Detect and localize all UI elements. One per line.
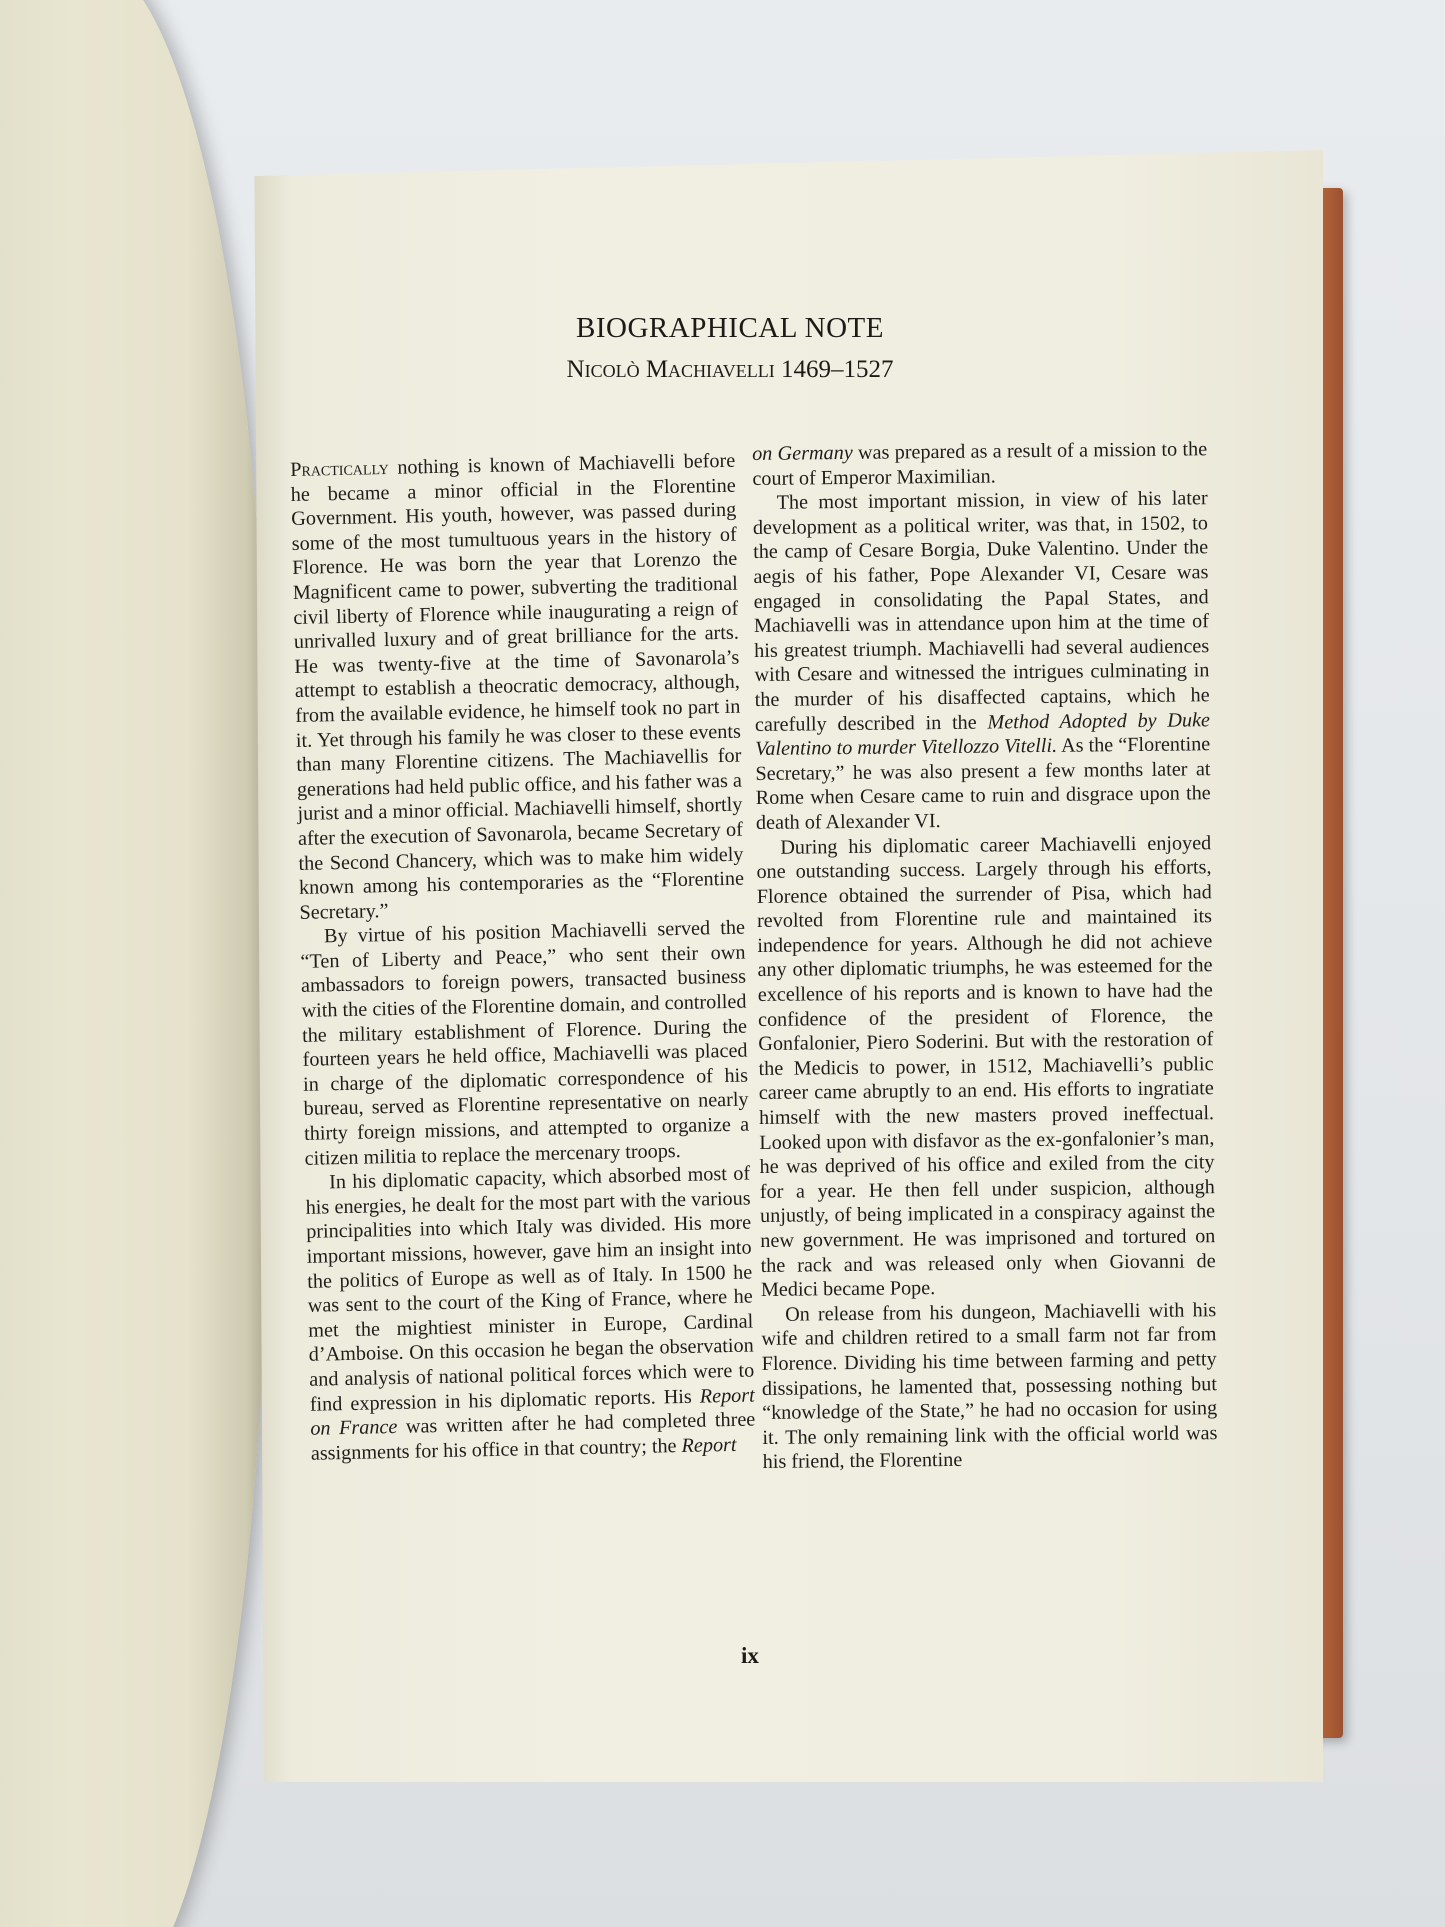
paragraph-text: In his diplomatic capacity, which absorbed most of his energies, he dealt for the most part with the various principalities into which Italy was divided. His more important missions, however, gave him an insight into the politics of Europe as well as of Italy. In 1500 he was sent to the court of the King of France, where he met the mightiest minister in Europe, Cardinal d’Amboise. On this occasion he began the observation and analysis of national political forces which were to find expression in his diplomatic reports. His	[305, 1162, 755, 1416]
paragraph: By virtue of his position Machiavelli served the “Ten of Liberty and Peace,” who sent their own ambassadors to foreign powers, transacted business with the cities of the Florentine domain, and controlled the military establishment of Florence. During the fourteen years he held office, Machiavelli was placed in charge of the diplomatic correspondence of his bureau, served as Florentine representative on nearly thirty foreign missions, and attempted to organize a citizen militia to replace the mercenary troops.	[300, 916, 750, 1170]
text-column-left	[290, 449, 756, 1466]
paragraph-text: The most important mission, in view of his later development as a political writer, was that, in 1502, to the camp of Cesare Borgia, Duke Valentino. Under the aegis of his father, Pope Alexander VI, Cesare was engaged in consolidating the Papal States, and Machiavelli was in attendance upon him at the time of his greatest triumph. Machiavelli had several audiences with Cesare and witnessed the intrigues culminating in the murder of his disaffected captains, which he carefully described in the	[752, 487, 1210, 736]
text-column-right	[752, 437, 1218, 1475]
page-number: ix	[741, 1643, 759, 1668]
paragraph	[752, 437, 1207, 491]
paragraph	[290, 449, 745, 925]
italic-title: Report on France	[310, 1384, 755, 1440]
paragraph	[305, 1162, 756, 1466]
paragraph-text: was prepared as a result of a mission to the court of Emperor Maximilian.	[752, 438, 1208, 490]
paragraph-text: was written after he had completed three assignments for his office in that country; the	[310, 1408, 756, 1465]
left-page	[0, 0, 270, 1927]
paragraph-lead: Practically	[290, 456, 389, 481]
italic-title: Method Adopted by Duke Valentino to murder Vitellozzo Vitelli.	[755, 708, 1211, 761]
paragraph-text: As the “Florentine Secretary,” he was also present a few months later at Rome when Cesare came to ruin and disgrace upon the death of Alexander VI.	[755, 733, 1211, 834]
page-subtitle: Nicolò Machiavelli 1469–1527	[566, 356, 894, 383]
paragraph	[753, 486, 1212, 835]
page-title: BIOGRAPHICAL NOTE	[576, 312, 884, 344]
paragraph-text: nothing is known of Machiavelli before he became a minor official in the Florentine Government. His youth, however, was passed during some of the most tumultuous years in the history of Florence. He was born the year that Lorenzo the Magnificent came to power, subverting the traditional civil liberty of Florence while inaugurating a reign of unrivalled luxury and of great brilliance for the arts. He was twenty-five at the time of Savonarola’s attempt to establish a theocratic democracy, although, from the available evidence, he himself took no part in it. Yet through his family he was closer to these events than many Florentine citizens. The Machiavellis for generations had held public office, and his father was a jurist and a minor official. Machiavelli himself, shortly after the execution of Savonarola, became Secretary of the Second Chancery, which was to make him widely known among his contemporaries as the “Florentine Secretary.”	[290, 449, 745, 924]
italic-title: on Germany	[752, 441, 853, 465]
paragraph: On release from his dungeon, Machiavelli with his wife and children retired to a small farm not far from Florence. Dividing his time between farming and petty dissipations, he lamented that, possessing nothing but “knowledge of the State,” he had no occasion for using it. The only remaining link with the official world was his friend, the Florentine	[761, 1298, 1218, 1474]
paragraph: During his diplomatic career Machiavelli enjoyed one outstanding success. Largely through his efforts, Florence obtained the surrender of Pisa, which had revolted from Florentine rule and maintained its independence for years. Although he did not achieve any other diplomatic triumphs, he was esteemed for the excellence of his reports and is known to have had the confidence of the president of Florence, the Gonfalonier, Piero Soderini. But with the restoration of the Medicis to power, in 1512, Machiavelli’s public career came abruptly to an end. His efforts to ingratiate himself with the new masters proved ineffectual. Looked upon with disfavor as the ex-gonfalonier’s man, he was deprived of his office and exiled from the city for a year. He then fell under suspicion, although unjustly, of being implicated in a conspiracy against the new government. He was imprisoned and tortured on the rack and was released only when Giovanni de Medici became Pope.	[756, 831, 1216, 1302]
italic-title: Report	[681, 1433, 737, 1457]
